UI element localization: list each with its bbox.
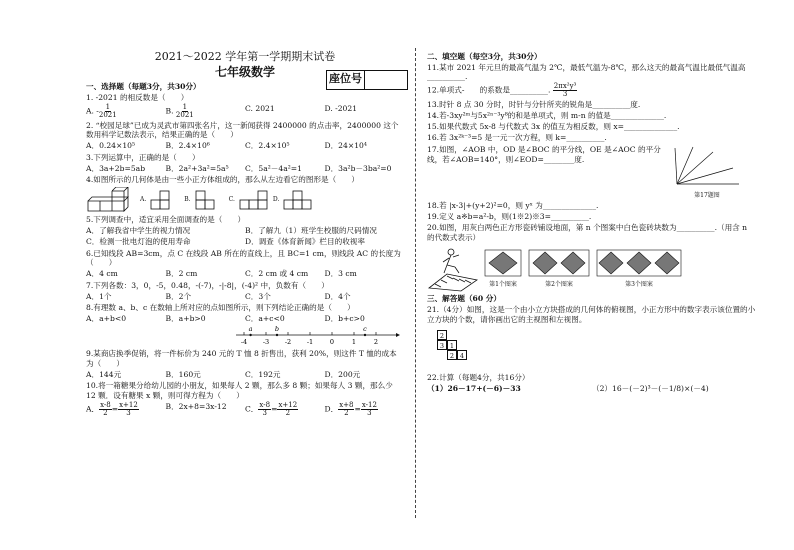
q10-option-a: A． $\frac{x-8}{2}$ = $\frac{x+12}{3}$ [86, 400, 138, 417]
number-line-point-label: a [248, 325, 253, 334]
q4-option-b-figure [195, 189, 225, 211]
q3-option-b: B．2a²+3a²=5a⁵ [165, 163, 229, 173]
exam-title: 2021～2022 学年第一学期期末试卷 [154, 50, 336, 63]
number-line-point [364, 334, 366, 336]
q5-option-a: A．了解我省中学生的视力情况 [86, 225, 191, 235]
q6-option-a: A．4 cm [86, 269, 118, 279]
number-line-tick-label: 2 [373, 338, 379, 346]
right-column [427, 50, 757, 396]
q10-option-c: C． $\frac{x-8}{3}$ = $\frac{x+12}{2}$ [245, 400, 298, 417]
q6-option-c: C．2 cm 或 4 cm [245, 269, 309, 279]
question-18: 18.若 |x-3|+(y+2)²=0，则 yˣ 为______________. [427, 201, 599, 211]
question-9: 9.某商店换季促销，将一件标价为 240 元的 T 恤 8 折售出，获利 20%，则这件 T 恤的成本为（ ） [86, 349, 397, 368]
question-6: 6.已知线段 AB=3cm，点 C 在线段 AB 所在的直线上，且 BC=1 cm，则线段 AC 的长度为（ ） [86, 248, 401, 268]
q17-figure-wrap [667, 144, 747, 200]
section-fill-heading: 二、填空题（每空3分，共30分） [427, 52, 542, 61]
question-11: 11.某市 2021 年元旦的最高气温为 2℃，最低气温为-8℃，那么这天的最高气温比最低气温高__________. [427, 62, 746, 82]
q4-option-d-label: D. [272, 195, 280, 203]
q4-option-a-label: A. [140, 195, 147, 203]
q22-part-1: （1）26－17+(－6)－33 [427, 384, 521, 394]
q2-option-d: D．24×10⁴ [324, 141, 367, 151]
grid-cell: 3 [437, 340, 447, 350]
question-10-options [86, 402, 404, 417]
question-8: 8.有理数 a、b、c 在数轴上所对应的点如图所示，则下列结论正确的是（ ） [86, 303, 355, 312]
angle-figure [667, 144, 747, 190]
question-17: 17.如图，∠AOB 中，OD 是∠BOC 的平分线，OE 是∠AOC 的平分线，若∠AOB=140°，则∠EOD=________度. [427, 145, 661, 164]
pattern-2-caption: 第2个图案 [545, 280, 573, 288]
grid-cell: 4 [457, 350, 467, 360]
question-16: 16.若 3x²ᵏ⁻³=5 是一元一次方程，则 k=__________. [427, 132, 607, 142]
question-5: 5.下列调查中，适宜采用全面调查的是（ ） [86, 214, 246, 224]
pattern-3-figure [595, 248, 683, 278]
number-line-tick-label: -2 [284, 338, 292, 346]
q3-option-c: C．5a²－4a²=1 [245, 163, 302, 173]
q2-option-a: A．0.24×10⁵ [86, 141, 136, 151]
q9-option-c: C．192元 [245, 369, 281, 379]
pattern-1-caption: 第1个图案 [489, 280, 517, 288]
number-line-tick-label: 0 [329, 338, 335, 346]
question-9-options [86, 370, 404, 379]
q9-option-b: B．160元 [165, 369, 201, 379]
question-20-figures [427, 244, 757, 292]
question-14: 14.若-3xy²ᵐ与5x²ⁿ⁻³y⁸的和是单项式，则 m-n 的值是______________. [427, 110, 667, 120]
question-20: 20.如图，用灰白两色正方形瓷砖铺设地面，第 n 个图案中白色瓷砖块数为__________.（用含 n 的代数式表示） [427, 223, 748, 242]
q4-option-c-label: C. [228, 195, 235, 203]
question-22: 22.计算（每题4分，共16分） [427, 373, 530, 383]
number-line-tick-label: 1 [351, 338, 357, 346]
q5-option-d: D．调查《体育新闻》栏目的收视率 [245, 237, 365, 247]
q10-option-d: D． $\frac{x+8}{2}$ = $\frac{x-12}{3}$ [324, 400, 377, 417]
worker-tiling-illustration [427, 244, 479, 292]
question-6-options [86, 269, 404, 278]
number-line-figure [86, 325, 404, 345]
pattern-3 [595, 248, 683, 288]
number-line-point-label: c [363, 325, 367, 334]
pattern-1 [483, 248, 523, 288]
q17-figure-caption: 第17题图 [694, 192, 720, 200]
q4-option-c-figure [239, 189, 269, 211]
question-1-options [86, 104, 404, 119]
q2-option-c: C．2.4×10⁵ [245, 141, 290, 151]
pattern-1-figure [483, 248, 523, 278]
q1-option-c: C. 2021 [245, 103, 275, 113]
question-4-figures [86, 187, 404, 213]
question-7: 7.下列各数：3，0，-5，0.48，-(-7)，-|-8|，(-4)² 中，负数有（ ） [86, 280, 329, 290]
column-divider [415, 48, 416, 518]
q6-option-b: B．2 cm [165, 269, 198, 279]
exam-subtitle: 七年级数学 [214, 64, 275, 79]
q9-option-a: A．144元 [86, 369, 122, 379]
number-line-tick-label: -4 [240, 338, 248, 346]
seat-number-box[interactable] [326, 70, 408, 90]
number-line-tick-label: -1 [306, 338, 314, 346]
q8-option-c: C．a+c<0 [245, 313, 285, 323]
q7-option-c: C．3个 [245, 291, 271, 301]
question-22-parts [427, 384, 757, 393]
seat-number-label: 座位号 [327, 71, 365, 89]
q7-option-a: A．1个 [86, 291, 112, 301]
grid-cell: 2 [437, 330, 447, 340]
q8-option-a: A．a+b<0 [86, 313, 127, 323]
pattern-2-figure [527, 248, 591, 278]
section-answer-heading: 三、解答题（60 分） [427, 294, 501, 304]
question-5-options-row1 [86, 226, 404, 235]
pattern-3-caption: 第3个图案 [625, 280, 653, 288]
q1-option-d: D. -2021 [324, 103, 358, 113]
q3-option-d: D．3a²b－3ba²=0 [324, 163, 392, 173]
left-column [86, 50, 404, 419]
question-2: 2. “校园足球”已成为灵武市第四张名片，这一新闻获得 2400000 的点击率，2400000 这个数用科学记数法表示，结果正确的是（ ） [86, 120, 399, 140]
q4-option-d-figure [283, 189, 313, 211]
number-line-point [249, 334, 251, 336]
grid-cell: 2 [447, 350, 457, 360]
section-choice-heading: 一、选择题（每题3分，共30分） [86, 81, 201, 91]
number-line-tick-label: -3 [262, 338, 270, 346]
q1-option-b: B. $\frac{1}{2021}$ [165, 102, 194, 119]
q10-option-b: B．2x+8=3x-12 [165, 401, 227, 411]
top-view-grid [427, 326, 757, 372]
q22-part-2: （2）16－(－2)³－(－1/8)×(－4) [592, 384, 709, 394]
grid-cell: 1 [447, 340, 457, 350]
question-5-options-row2 [86, 237, 404, 246]
question-4: 4.如图所示的几何体是由一些小正方体组成的，那么从左边看它的图形是（ ） [86, 175, 360, 185]
q7-option-d: D．4个 [324, 291, 351, 301]
q7-option-b: B．2个 [165, 291, 192, 301]
q3-option-a: A．3a+2b=5ab [86, 163, 146, 173]
q8-option-d: D．b+c>0 [324, 313, 365, 323]
question-19: 19.定义 a※b=a²-b，则(1※2)※3=__________. [427, 212, 592, 222]
cube-solid-figure [86, 187, 136, 213]
q2-option-b: B．2.4×10⁶ [165, 141, 210, 151]
q1-option-a: A. - $\frac{1}{2021}$ [86, 102, 117, 119]
question-13: 13.时针 8 点 30 分时，时针与分针所夹的锐角是__________度. [427, 99, 641, 109]
number-line-point-label: b [274, 325, 280, 334]
q5-option-b: B．了解九（1）班学生校服的尺码情况 [245, 225, 377, 235]
question-10: 10.将一箱糖果分给幼儿园的小朋友，如果每人 2 颗，那么多 8 颗；如果每人 3 颗，那么少 12 颗．设有糖果 x 颗，则可得方程为（ ） [86, 381, 393, 400]
number-line-point [276, 334, 278, 336]
q8-option-b: B．a+b>0 [165, 313, 206, 323]
question-15: 15.如果代数式 5x-8 与代数式 3x 的值互为相反数，则 x=______________. [427, 121, 680, 131]
q5-option-c: C．检测一批电灯泡的使用寿命 [86, 237, 191, 247]
q4-option-a-figure [150, 189, 180, 211]
question-1: 1. -2021 的相反数是（ ） [86, 92, 189, 102]
question-21: 21.（4分）如图，这是一个由小立方块搭成的几何体的俯视图，小正方形中的数字表示该位置的小立方块的个数，请你画出它的主视图和左视图。 [427, 305, 756, 324]
q6-option-d: D．3 cm [324, 269, 357, 279]
question-8-options [86, 314, 404, 323]
question-3-options [86, 164, 404, 173]
pattern-2 [527, 248, 591, 288]
question-2-options [86, 141, 404, 150]
question-3: 3.下列运算中，正确的是（ ） [86, 152, 200, 162]
question-7-options [86, 292, 404, 301]
q4-option-b-label: B. [184, 195, 191, 203]
q9-option-d: D．200元 [324, 369, 361, 379]
question-17-row [427, 144, 757, 200]
question-12: 12.单项式- 的系数是__________. $\frac{\text{2πx²y³}}{3}$ [427, 82, 577, 99]
